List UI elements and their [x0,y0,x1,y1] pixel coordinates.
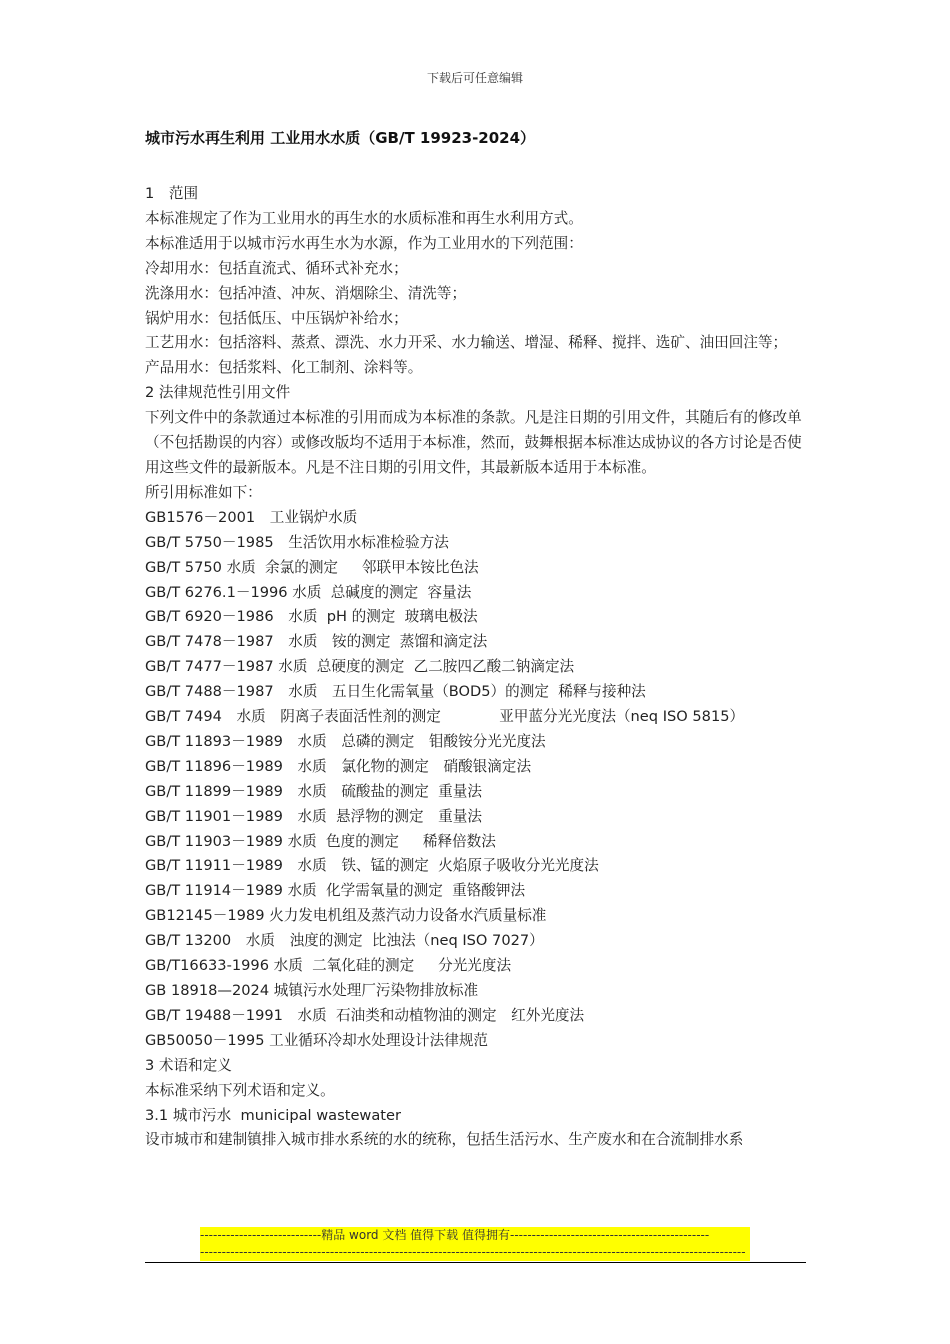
section-heading: 3 术语和定义 [145,1056,232,1074]
reference-item: GB/T 6276.1－1996 水质 总碱度的测定 容量法 [145,583,472,601]
reference-item: GB/T16633-1996 水质 二氧化硅的测定 分光光度法 [145,957,512,975]
reference-item: GB/T 7494 水质 阴离子表面活性剂的测定 亚甲蓝分光光度法（neq ISO 5815） [145,708,745,726]
reference-item: GB12145－1989 火力发电机组及蒸汽动力设备水汽质量标准 [145,907,547,925]
reference-item: GB50050－1995 工业循环冷却水处理设计法律规范 [145,1031,489,1049]
reference-item: GB/T 11903－1989 水质 色度的测定 稀释倍数法 [145,832,496,850]
list-item: 工艺用水：包括溶料、蒸煮、漂洗、水力开采、水力输送、增湿、稀释、搅拌、选矿、油田回注等； [145,334,788,352]
list-item: 洗涤用水：包括冲渣、冲灰、消烟除尘、清洗等； [145,284,467,302]
reference-item: GB/T 11899－1989 水质 硫酸盐的测定 重量法 [145,782,482,800]
section-heading: 1 范围 [145,185,199,202]
reference-item: GB/T 19488－1991 水质 石油类和动植物油的测定 红外光度法 [145,1006,585,1024]
footer-line: ------------------------------------------------------------------------------------------------------------------------------ [200,1245,746,1259]
reference-item: GB/T 7477－1987 水质 总硬度的测定 乙二胺四乙酸二钠滴定法 [145,658,575,676]
list-item: 产品用水：包括浆料、化工制剂、涂料等。 [145,359,423,377]
paragraph: 下列文件中的条款通过本标准的引用而成为本标准的条款。凡是注日期的引用文件，其随后有的修改单（不包括勘误的内容）或修改版均不适用于本标准，然而，鼓舞根据本标准达成协议的各方讨论是否使用这些文件的最新版本。凡是不注日期的引用文件，其最新版本适用于本标准。 [145,409,802,476]
reference-item: GB/T 13200 水质 浊度的测定 比浊法（neq ISO 7027） [145,932,544,950]
paragraph: 设市城市和建制镇排入城市排水系统的水的统称，包括生活污水、生产废水和在合流制排水系 [145,1131,744,1149]
reference-item: GB1576－2001 工业锅炉水质 [145,508,358,526]
list-item: 锅炉用水：包括低压、中压锅炉补给水； [145,309,408,327]
reference-item: GB/T 11911－1989 水质 铁、锰的测定 火焰原子吸收分光光度法 [145,857,599,875]
reference-item: GB/T 11914－1989 水质 化学需氧量的测定 重铬酸钾法 [145,882,526,900]
term-heading: 3.1 城市污水 municipal wastewater [145,1106,402,1124]
reference-item: GB/T 5750 水质 余氯的测定 邻联甲本铵比色法 [145,558,479,576]
reference-item: GB 18918—2024 城镇污水处理厂污染物排放标准 [145,982,479,999]
reference-item: GB/T 6920－1986 水质 pH 的测定 玻璃电极法 [145,608,478,626]
reference-item: GB/T 7488－1987 水质 五日生化需氧量（BOD5）的测定 稀释与接种法 [145,683,646,701]
footer-divider [145,1262,806,1263]
reference-item: GB/T 11901－1989 水质 悬浮物的测定 重量法 [145,807,482,825]
list-item: 冷却用水：包括直流式、循环式补充水； [145,259,408,277]
paragraph: 本标准适用于以城市污水再生水为水源，作为工业用水的下列范围： [145,234,583,252]
reference-item: GB/T 11893－1989 水质 总磷的测定 钼酸铵分光光度法 [145,732,546,750]
document-body [145,182,805,1153]
header-note: 下载后可任意编辑 [426,71,523,85]
reference-item: GB/T 11896－1989 水质 氯化物的测定 硝酸银滴定法 [145,757,532,775]
reference-item: GB/T 7478－1987 水质 铵的测定 蒸馏和滴定法 [145,633,488,651]
document-title: 城市污水再生利用 工业用水水质（GB/T 19923-2024） [145,129,536,147]
paragraph: 所引用标准如下： [145,483,262,501]
section-heading: 2 法律规范性引用文件 [145,384,291,402]
footer-banner [200,1227,750,1261]
paragraph: 本标准采纳下列术语和定义。 [145,1081,335,1099]
paragraph: 本标准规定了作为工业用水的再生水的水质标准和再生水利用方式。 [145,209,583,227]
reference-item: GB/T 5750－1985 生活饮用水标准检验方法 [145,533,449,551]
footer-line: ----------------------------精品 word 文档 值得下载 值得拥有---------------------------------------------- [200,1228,710,1242]
